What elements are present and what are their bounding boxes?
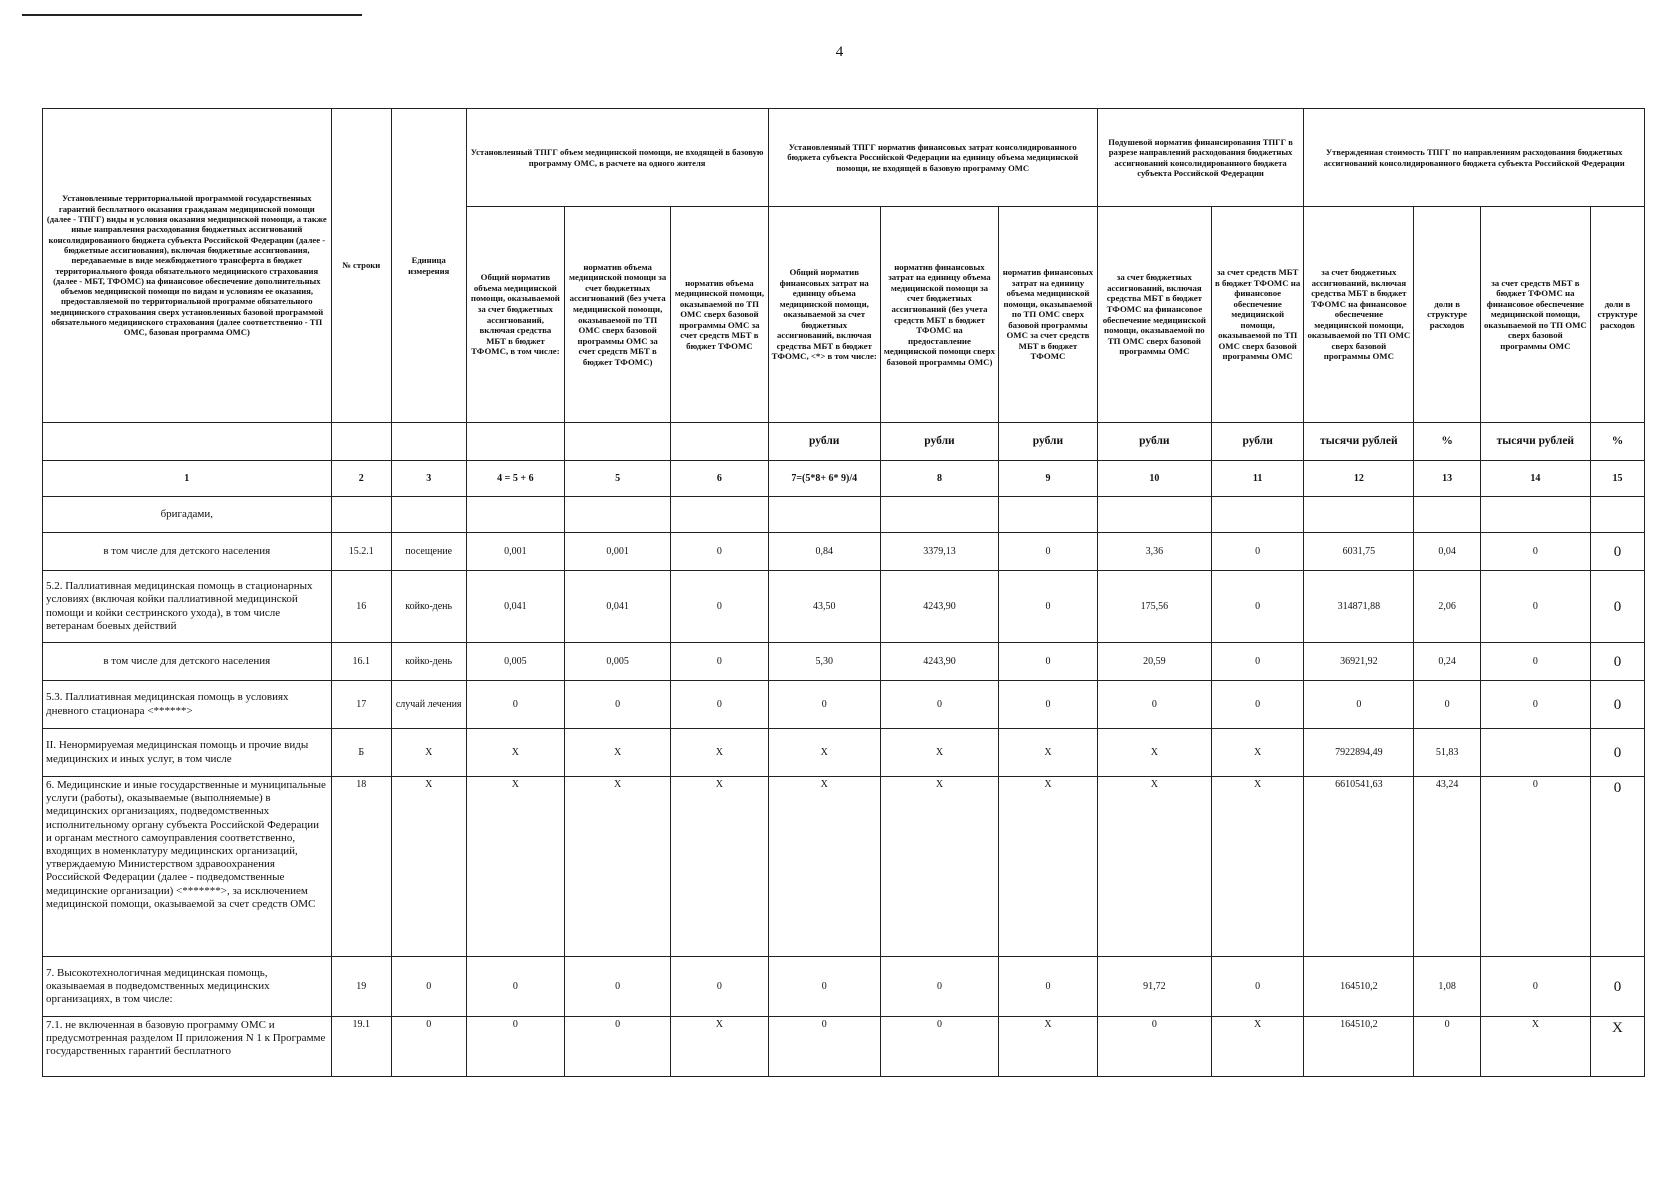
table-cell: Х (466, 777, 565, 957)
table-cell: 0 (768, 1017, 880, 1077)
table-cell: 0,001 (565, 533, 671, 571)
unit-cell (671, 423, 769, 461)
table-cell: 0 (671, 957, 769, 1017)
header-col-6: норматив объема медицинской помощи, оказываемой по ТП ОМС сверх базовой программы ОМС за счет средств МБТ в бюджет ТФОМС (671, 207, 769, 423)
table-cell: 0 (391, 957, 466, 1017)
table-cell: 0 (880, 957, 998, 1017)
column-number: 5 (565, 461, 671, 497)
table-cell: Х (565, 777, 671, 957)
table-cell: 19 (331, 957, 391, 1017)
table-cell: 0 (466, 957, 565, 1017)
table-cell: Х (565, 729, 671, 777)
table-cell: Х (768, 777, 880, 957)
table-cell: 0 (1097, 681, 1211, 729)
table-cell: Х (999, 777, 1098, 957)
column-number: 13 (1414, 461, 1480, 497)
table-cell: 36921,92 (1304, 643, 1414, 681)
table-cell: 175,56 (1097, 571, 1211, 643)
unit-cell: рубли (999, 423, 1098, 461)
table-cell: 0 (1211, 643, 1303, 681)
table-cell (1304, 497, 1414, 533)
table-cell: Х (1480, 1017, 1590, 1077)
row-name-cell: бригадами, (43, 497, 332, 533)
table-cell: 0 (565, 1017, 671, 1077)
row-name-cell: 5.2. Паллиативная медицинская помощь в стационарных условиях (включая койки паллиативной медицинской помощи и койки сестринского ухода), в том числе ветеранам боевых действий (43, 571, 332, 643)
table-cell: Х (999, 729, 1098, 777)
table-cell: Х (1211, 777, 1303, 957)
table-cell: 4243,90 (880, 571, 998, 643)
table-cell: Х (671, 1017, 769, 1077)
table-cell: 0,005 (565, 643, 671, 681)
row-name-cell: 5.3. Паллиативная медицинская помощь в условиях дневного стационара <******> (43, 681, 332, 729)
table-cell: Х (391, 729, 466, 777)
column-number: 9 (999, 461, 1098, 497)
table-cell: 0 (1590, 571, 1644, 643)
table-cell: 0 (1480, 533, 1590, 571)
table-cell: 0 (1480, 957, 1590, 1017)
column-number: 3 (391, 461, 466, 497)
table-cell: Х (1211, 729, 1303, 777)
row-name-cell: II. Ненормируемая медицинская помощь и прочие виды медицинских и иных услуг, в том числе (43, 729, 332, 777)
page-number: 4 (835, 44, 844, 60)
row-name-cell: в том числе для детского населения (43, 643, 332, 681)
unit-cell: тысячи рублей (1304, 423, 1414, 461)
table-cell: Х (1097, 729, 1211, 777)
table-cell: 7922894,49 (1304, 729, 1414, 777)
table-cell: Х (999, 1017, 1098, 1077)
table-cell: 0,84 (768, 533, 880, 571)
row-name-cell: 7.1. не включенная в базовую программу ОМС и предусмотренная разделом II приложения N 1 к Программе государственных гарантий бесплатного (43, 1017, 332, 1077)
table-cell: 164510,2 (1304, 1017, 1414, 1077)
table-cell: 0 (1590, 533, 1644, 571)
table-cell (1211, 497, 1303, 533)
table-cell: 0,041 (565, 571, 671, 643)
table-cell: 0 (768, 957, 880, 1017)
unit-cell: рубли (1097, 423, 1211, 461)
table-cell: 0 (1480, 571, 1590, 643)
table-cell (1414, 497, 1480, 533)
table-cell (331, 497, 391, 533)
column-number: 14 (1480, 461, 1590, 497)
table-cell: Х (1211, 1017, 1303, 1077)
table-cell: 0 (1211, 681, 1303, 729)
table-cell (671, 497, 769, 533)
header-first-col: Установленные территориальной программой государственных гарантий бесплатного оказания гражданам медицинской помощи (далее - ТПГГ) виды и условия оказания медицинской помощи, а также иные направления расходования бюджетных ассигнований консолидированного бюджета субъекта Российской Федерации (далее - бюджетные ассигнования), включая бюджетные ассигнования, передаваемые в виде межбюджетного трансферта в бюджет территориального фонда обязательного медицинского страхования (далее - МБТ, ТФОМС) на финансовое обеспечение дополнительных объемов медицинской помощи по видам и условиям ее оказания, предоставляемой по территориальной программе обязательного медицинского страхования сверх установленных базовой программой обязательного медицинского страхования (далее соответственно - ТП ОМС, базовая программа ОМС) (43, 109, 332, 423)
table-cell: 0 (880, 681, 998, 729)
table-cell: 0 (1414, 681, 1480, 729)
unit-cell: % (1414, 423, 1480, 461)
budget-table (42, 108, 1645, 1077)
table-cell: 0 (1414, 1017, 1480, 1077)
table-cell: 0 (1480, 777, 1590, 957)
table-cell (768, 497, 880, 533)
table-cell (1097, 497, 1211, 533)
header-col-11: за счет средств МБТ в бюджет ТФОМС на финансовое обеспечение медицинской помощи, оказываемой по ТП ОМС сверх базовой программы ОМС (1211, 207, 1303, 423)
table-cell: Х (671, 777, 769, 957)
table-cell (1480, 497, 1590, 533)
table-cell: Х (1590, 1017, 1644, 1077)
column-number: 1 (43, 461, 332, 497)
table-cell: 0 (565, 957, 671, 1017)
table-row (43, 1017, 1645, 1077)
table-cell: 43,24 (1414, 777, 1480, 957)
table-cell: Х (671, 729, 769, 777)
table-cell (565, 497, 671, 533)
header-col-9: норматив финансовых затрат на единицу объема медицинской помощи, оказываемой по ТП ОМС сверх базовой программы ОМС за счет средств МБТ в бюджет ТФОМС (999, 207, 1098, 423)
table-cell: 0 (1304, 681, 1414, 729)
unit-cell (43, 423, 332, 461)
column-number: 11 (1211, 461, 1303, 497)
table-cell: 0,24 (1414, 643, 1480, 681)
table-cell: 91,72 (1097, 957, 1211, 1017)
table-row (43, 497, 1645, 533)
table-cell: 0 (565, 681, 671, 729)
table-cell: 0,04 (1414, 533, 1480, 571)
table-cell: 0 (999, 957, 1098, 1017)
header-group-volume: Установленный ТПГГ объем медицинской помощи, не входящей в базовую программу ОМС, в расчете на одного жителя (466, 109, 768, 207)
table-cell: 2,06 (1414, 571, 1480, 643)
table-cell: 0 (671, 681, 769, 729)
table-cell: 0 (1480, 681, 1590, 729)
table-cell (1590, 497, 1644, 533)
table-cell (999, 497, 1098, 533)
table-cell: 16 (331, 571, 391, 643)
column-numbers-row (43, 461, 1645, 497)
table-cell: 19.1 (331, 1017, 391, 1077)
table-cell: 0 (999, 681, 1098, 729)
unit-cell (466, 423, 565, 461)
table-cell: Х (1097, 777, 1211, 957)
table-cell: 0 (768, 681, 880, 729)
table-cell: Х (391, 777, 466, 957)
table-cell: 0 (1211, 957, 1303, 1017)
table-cell: 6031,75 (1304, 533, 1414, 571)
table-cell: 0 (1480, 643, 1590, 681)
table-cell: 0 (671, 533, 769, 571)
table-cell: Х (880, 729, 998, 777)
unit-cell (331, 423, 391, 461)
table-cell: 0,001 (466, 533, 565, 571)
column-number: 10 (1097, 461, 1211, 497)
table-cell: 0 (1097, 1017, 1211, 1077)
column-number: 6 (671, 461, 769, 497)
unit-cell (391, 423, 466, 461)
table-cell: 0 (999, 643, 1098, 681)
top-rule (22, 14, 362, 16)
table-cell: Х (466, 729, 565, 777)
unit-cell: рубли (768, 423, 880, 461)
table-row (43, 533, 1645, 571)
header-row-no: № строки (331, 109, 391, 423)
header-col-7: Общий норматив финансовых затрат на единицу объема медицинской помощи, оказываемой за счет бюджетных ассигнований, включая средства МБТ в бюджет ТФОМС, <*> в том числе: (768, 207, 880, 423)
column-number: 12 (1304, 461, 1414, 497)
header-row-groups (43, 109, 1645, 207)
table-cell: 0 (466, 681, 565, 729)
table-cell: 0 (1590, 643, 1644, 681)
table-cell: 5,30 (768, 643, 880, 681)
table-cell: 43,50 (768, 571, 880, 643)
table-row (43, 571, 1645, 643)
table-cell: Х (768, 729, 880, 777)
unit-cell: % (1590, 423, 1644, 461)
unit-cell: тысячи рублей (1480, 423, 1590, 461)
table-row (43, 643, 1645, 681)
column-number: 7=(5*8+ 6* 9)/4 (768, 461, 880, 497)
header-col-10: за счет бюджетных ассигнований, включая средства МБТ в бюджет ТФОМС на финансовое обеспечение медицинской помощи, оказываемой по ТП ОМС сверх базовой программы ОМС (1097, 207, 1211, 423)
header-col-14: за счет средств МБТ в бюджет ТФОМС на финансовое обеспечение медицинской помощи, оказываемой по ТП ОМС сверх базовой программы ОМС (1480, 207, 1590, 423)
column-number: 4 = 5 + 6 (466, 461, 565, 497)
row-name-cell: в том числе для детского населения (43, 533, 332, 571)
table-cell: 0 (671, 643, 769, 681)
table-cell: 3,36 (1097, 533, 1211, 571)
table-cell: 16.1 (331, 643, 391, 681)
table-cell: 0,041 (466, 571, 565, 643)
unit-cell: рубли (880, 423, 998, 461)
row-name-cell: 6. Медицинские и иные государственные и муниципальные услуги (работы), оказываемые (выполняемые) в медицинских организациях, подведомственных исполнительному органу субъекта Российской Федерации и органам местного самоуправления соответственно, входящих в номенклатуру медицинских организаций, утверждаемую Министерством здравоохранения Российской Федерации (далее - подведомственные медицинские организации) <*******>, за исключением медицинской помощи, оказываемой за счет средств ОМС (43, 777, 332, 957)
table-cell: 3379,13 (880, 533, 998, 571)
table-cell: случай лечения (391, 681, 466, 729)
table-cell: койко-день (391, 643, 466, 681)
table-cell: 0 (1211, 533, 1303, 571)
table-cell (391, 497, 466, 533)
table-cell: 314871,88 (1304, 571, 1414, 643)
table-cell: 20,59 (1097, 643, 1211, 681)
table-cell: 0 (880, 1017, 998, 1077)
unit-cell: рубли (1211, 423, 1303, 461)
table-cell: 164510,2 (1304, 957, 1414, 1017)
table-cell: 1,08 (1414, 957, 1480, 1017)
header-col-4: Общий норматив объема медицинской помощи, оказываемой за счет бюджетных ассигнований, включая средства МБТ в бюджет ТФОМС, в том числе: (466, 207, 565, 423)
table-cell: 0 (391, 1017, 466, 1077)
table-cell: посещение (391, 533, 466, 571)
column-number: 2 (331, 461, 391, 497)
table-cell: 4243,90 (880, 643, 998, 681)
column-number: 8 (880, 461, 998, 497)
table-cell: 0 (1590, 777, 1644, 957)
table-cell (1480, 729, 1590, 777)
header-col-12: за счет бюджетных ассигнований, включая средства МБТ в бюджет ТФОМС на финансовое обеспечение медицинской помощи, оказываемой по ТП ОМС сверх базовой программы ОМС (1304, 207, 1414, 423)
table-cell: 51,83 (1414, 729, 1480, 777)
table-cell: 0 (1590, 681, 1644, 729)
table-cell: 0 (1590, 729, 1644, 777)
header-col-13: доли в структуре расходов (1414, 207, 1480, 423)
row-name-cell: 7. Высокотехнологичная медицинская помощь, оказываемая в подведомственных медицинских организациях, в том числе: (43, 957, 332, 1017)
column-number: 15 (1590, 461, 1644, 497)
table-cell: 17 (331, 681, 391, 729)
table-cell (466, 497, 565, 533)
header-group-per-capita: Подушевой норматив финансирования ТПГГ в разрезе направлений расходования бюджетных ассигнований консолидированного бюджета субъекта Российской Федерации (1097, 109, 1304, 207)
table-cell: 18 (331, 777, 391, 957)
header-col-5: норматив объема медицинской помощи за счет бюджетных ассигнований (без учета медицинской помощи, оказываемой по ТП ОМС сверх базовой программы ОМС за счет средств МБТ в бюджет ТФОМС) (565, 207, 671, 423)
table-cell: 0,005 (466, 643, 565, 681)
table-cell: 0 (1590, 957, 1644, 1017)
table-cell: 15.2.1 (331, 533, 391, 571)
table-cell (880, 497, 998, 533)
unit-cell (565, 423, 671, 461)
table-cell: 0 (1211, 571, 1303, 643)
table-cell: койко-день (391, 571, 466, 643)
units-row (43, 423, 1645, 461)
table-cell: 0 (671, 571, 769, 643)
header-col-15: доли в структуре расходов (1590, 207, 1644, 423)
header-unit: Единица измерения (391, 109, 466, 423)
budget-table-container (42, 108, 1645, 1077)
table-cell: Х (880, 777, 998, 957)
table-row (43, 777, 1645, 957)
header-col-8: норматив финансовых затрат на единицу объема медицинской помощи за счет бюджетных ассигнований (без учета средств МБТ в бюджет ТФОМС на предоставление медицинской помощи сверх базовой программы ОМС) (880, 207, 998, 423)
table-cell: 0 (466, 1017, 565, 1077)
table-cell: 6610541,63 (1304, 777, 1414, 957)
table-row (43, 957, 1645, 1017)
table-row (43, 729, 1645, 777)
table-cell: 0 (999, 571, 1098, 643)
table-cell: 0 (999, 533, 1098, 571)
header-group-cost-total: Утвержденная стоимость ТПГГ по направлениям расходования бюджетных ассигнований консолидированного бюджета субъекта Российской Федерации (1304, 109, 1645, 207)
header-group-costs: Установленный ТПГГ норматив финансовых затрат консолидированного бюджета субъекта Российской Федерации на единицу объема медицинской помощи, не входящей в базовую программу ОМС (768, 109, 1097, 207)
table-cell: Б (331, 729, 391, 777)
table-row (43, 681, 1645, 729)
